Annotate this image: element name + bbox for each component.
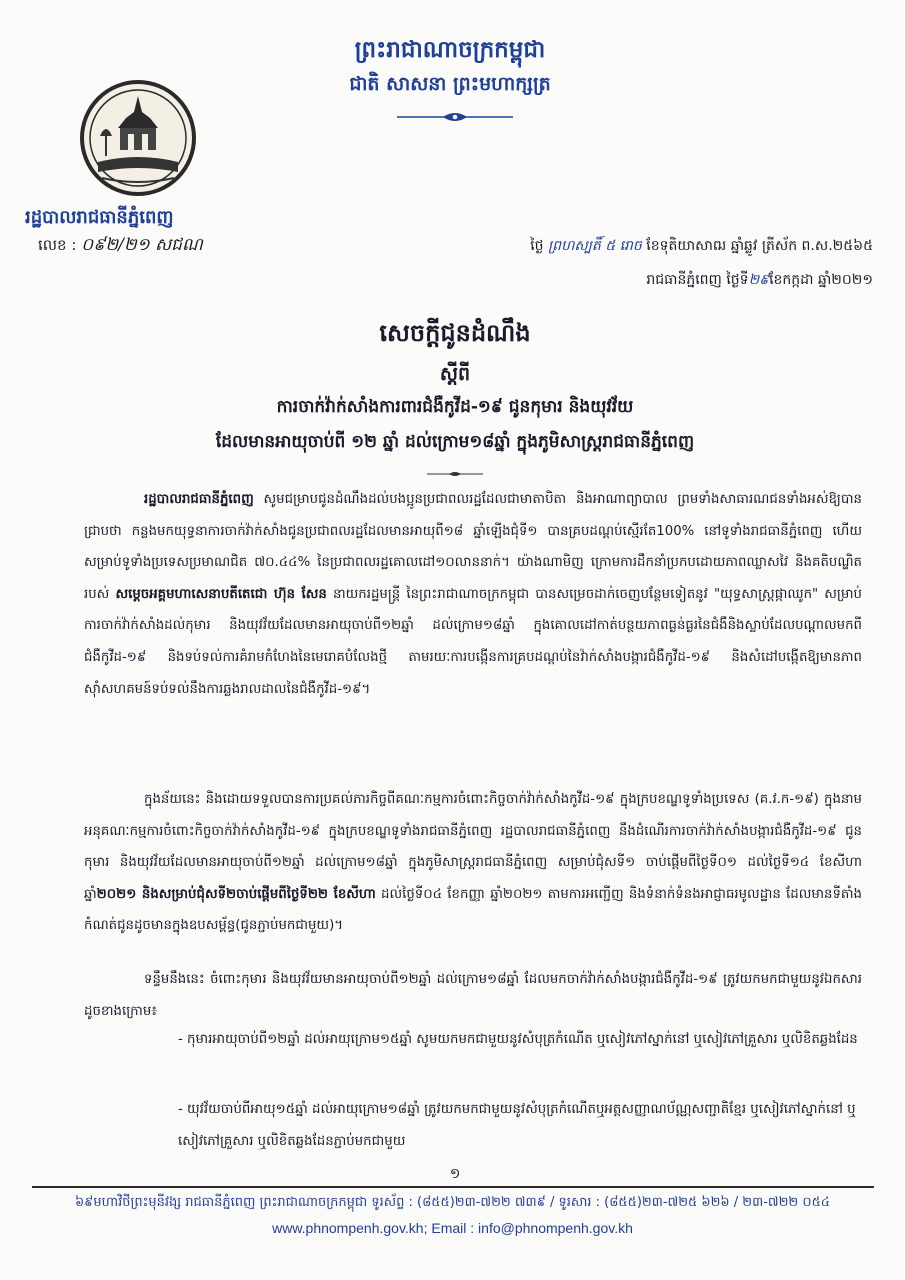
- small-divider-icon: [425, 470, 485, 478]
- document-title: សេចក្តីជូនដំណឹង: [379, 319, 531, 347]
- page-number: ១: [449, 1166, 461, 1182]
- reference-label: លេខ :: [38, 236, 77, 254]
- footer-rule: [32, 1186, 874, 1188]
- reference-number: [38, 234, 203, 259]
- paragraph-3: [84, 964, 862, 1027]
- footer-address: ៦៩មហាវិថីព្រះមុនីវង្ស រាជធានីភ្នំពេញ ព្រះរាជាណាចក្រកម្ពុជា ទូរស័ព្ទ : (៨៥៥)២៣-៧២២ ៧៣៩ / ទូរសារ : (៨៥៥)២៣-៧២៥ ៦២៦ / ២៣-៧២២ ០៥៤: [74, 1195, 831, 1210]
- place-and-day-label: រាជធានីភ្នំពេញ ថ្ងៃទី: [646, 272, 749, 288]
- list-item: - កុមារអាយុចាប់ពី១២ឆ្នាំ ដល់អាយុក្រោម១៥ឆ្នាំ សូមយកមកជាមួយនូវសំបុត្រកំណើត ឬសៀវភៅស្នាក់នៅ ឬសៀវភៅគ្រួសារ ឬលិខិតឆ្លងដែន: [178, 1032, 858, 1047]
- gregorian-day-handwritten: ២៩: [748, 272, 770, 288]
- issuing-authority: រដ្ឋបាលរាជធានីភ្នំពេញ: [25, 207, 174, 228]
- paragraph-2-text-b: ដល់ថ្ងៃទី០៤ ខែកញ្ញា ឆ្នាំ២០២១ តាមការអញ្ជើញ និងទំនាក់ទំនងអាជ្ញាធរមូលដ្ឋាន ដែលមានទីតាំងកំណត់ជូនដូចមានក្នុងឧបសម្ព័ន្ធ(ជូនភ្ជាប់មកជាមួយ)។: [84, 886, 862, 934]
- subject-line-2: ដែលមានអាយុចាប់ពី ១២ ឆ្នាំ ដល់ក្រោម១៨ឆ្នាំ ក្នុងភូមិសាស្ត្ររាជធានីភ្នំពេញ: [215, 432, 695, 452]
- paragraph-2: [84, 784, 862, 942]
- paragraph-2-dates-bold: ២០២១ និងសម្រាប់ជុំសទី២ចាប់ផ្តើមពីថ្ងៃទី២២ ខែសីហា: [96, 886, 376, 902]
- reference-value: ០៩២/២១ សជណ: [81, 235, 203, 255]
- list-item: - យុវវ័យចាប់ពីអាយុ១៥ឆ្នាំ ដល់អាយុក្រោម១៨ឆ្នាំ ត្រូវយកមកជាមួយនូវសំបុត្រកំណើតឬអត្តសញ្ញាណប័ណ្ណសញ្ជាតិខ្មែរ ឬសៀវភៅស្នាក់នៅ ឬសៀវភៅគ្រួសារ ឬលិខិតឆ្លងដែនភ្ជាប់មកជាមួយ: [178, 1102, 856, 1149]
- paragraph-1-text-b: នាយករដ្ឋមន្ត្រី នៃព្រះរាជាណាចក្រកម្ពុជា បានសម្រេចដាក់ចេញបន្ថែមទៀតនូវ "យុទ្ធសាស្ត្រផ្កាឈូក" សម្រាប់ការចាក់វ៉ាក់សាំងដល់កុមារ និងយុវវ័យដែលមានអាយុចាប់ពី១២ឆ្នាំ ដល់ក្រោម១៨ឆ្នាំ ក្នុងគោលដៅកាត់បន្ថយភាពធ្ងន់ធ្ងរនៃជំងឺនិងស្លាប់ដែលបណ្តាលមកពីជំងឺកូវីដ-១៩ និងទប់ទល់ការគំរាមកំហែងនៃមេរោគបំលែងថ្មី តាមរយៈការបង្កើនការគ្របដណ្តប់នៃវ៉ាក់សាំងបង្ការជំងឺកូវីដ-១៩ និងសំដៅបង្កើតឱ្យមានភាពស៊ាំសហគមន៍ទប់ទល់នឹងការឆ្លងរាលដាលនៃជំងឺកូវីដ-១៩។: [84, 586, 862, 697]
- title-about: ស្តីពី: [439, 363, 471, 385]
- kingdom-heading: ព្រះរាជាណាចក្រកម្ពុជា: [354, 37, 546, 63]
- gregorian-month-year: ខែកក្កដា ឆ្នាំ២០២១: [769, 272, 873, 288]
- lunar-month-year: ខែទុតិយាសាឍ ឆ្នាំឆ្លូវ ត្រីស័ក ព.ស.២៥៦៥: [646, 238, 873, 254]
- paragraph-1-text-a: សូមជម្រាបជូនដំណឹងដល់បងប្អូនប្រជាពលរដ្ឋដែលជាមាតាបិតា និងអាណាព្យាបាល ព្រមទាំងសាធារណជនទាំងអស់ឱ្យបានជ្រាបថា កន្លងមកយុទ្ធនាការចាក់វ៉ាក់សាំងជូនប្រជាពលរដ្ឋដែលមានអាយុពី១៨ ឆ្នាំឡើងជុំទី១ បានគ្របដណ្តប់ស្មើរតែ100% នៅទូទាំងរាជធានីភ្នំពេញ ហើយសម្រាប់ទូទាំងប្រទេសប្រមាណជិត ៧០.៤៤% នៃប្រជាពលរដ្ឋគោលដៅ១០លាននាក់។ យ៉ាងណាមិញ ក្រោមការដឹកនាំប្រកបដោយភាពឈ្លាសវៃ និងគតិបណ្ឌិតរបស់: [84, 492, 862, 602]
- phnom-penh-seal-logo: [78, 78, 198, 198]
- lunar-day-handwritten: ព្រហស្បតិ៍ ៥ រោច: [548, 238, 642, 254]
- gregorian-date: [440, 270, 873, 291]
- footer-web-email[interactable]: www.phnompenh.gov.kh; Email : info@phnompenh.gov.kh: [272, 1220, 633, 1236]
- lunar-date: [253, 236, 873, 257]
- paragraph-3-text: ទន្ទឹមនឹងនេះ ចំពោះកុមារ និងយុវវ័យមានអាយុចាប់ពី១២ឆ្នាំ ដល់ក្រោម១៨ឆ្នាំ ដែលមកចាក់វ៉ាក់សាំងបង្ការជំងឺកូវីដ-១៩ ត្រូវយកមកជាមួយនូវឯកសារដូចខាងក្រោម៖: [84, 972, 862, 1019]
- subject-line-1: ការចាក់វ៉ាក់សាំងការពារជំងឺកូវីដ-១៩ ជូនកុមារ និងយុវវ័យ: [276, 397, 634, 417]
- paragraph-1-lead: រដ្ឋបាលរាជធានីភ្នំពេញ: [144, 492, 254, 507]
- prime-minister-name: សម្តេចអគ្គមហាសេនាបតីតេជោ ហ៊ុន សែន: [115, 586, 327, 602]
- national-motto: ជាតិ សាសនា ព្រះមហាក្សត្រ: [349, 73, 551, 95]
- lunar-day-label: ថ្ងៃ: [530, 238, 544, 254]
- paragraph-2-text-a: ក្នុងន័យនេះ និងដោយទទួលបានការប្រគល់ភារកិច្ចពីគណៈកម្មការចំពោះកិច្ចចាក់វ៉ាក់សាំងកូវីដ-១៩ ក្នុងក្របខណ្ឌទូទាំងប្រទេស (គ.វ.ក-១៩) ក្នុងនាមអនុគណៈកម្មការចំពោះកិច្ចចាក់វ៉ាក់សាំងកូវីដ-១៩ ក្នុងក្របខណ្ឌទូទាំងរាជធានីភ្នំពេញ រដ្ឋបាលរាជធានីភ្នំពេញ នឹងដំណើរការចាក់វ៉ាក់សាំងបង្ការជំងឺកូវីដ-១៩ ជូនកុមារ និងយុវវ័យដែលមានអាយុចាប់ពី១២ឆ្នាំ ដល់ក្រោម១៨ឆ្នាំ ក្នុងភូមិសាស្ត្ររាជធានីភ្នំពេញ សម្រាប់ជុំសទី១ ចាប់ផ្តើមពីថ្ងៃទី០១ ដល់ថ្ងៃទី១៤ ខែសីហា ឆ្នាំ: [84, 792, 862, 902]
- paragraph-1: [84, 484, 862, 705]
- ornament-divider-icon: [395, 110, 515, 124]
